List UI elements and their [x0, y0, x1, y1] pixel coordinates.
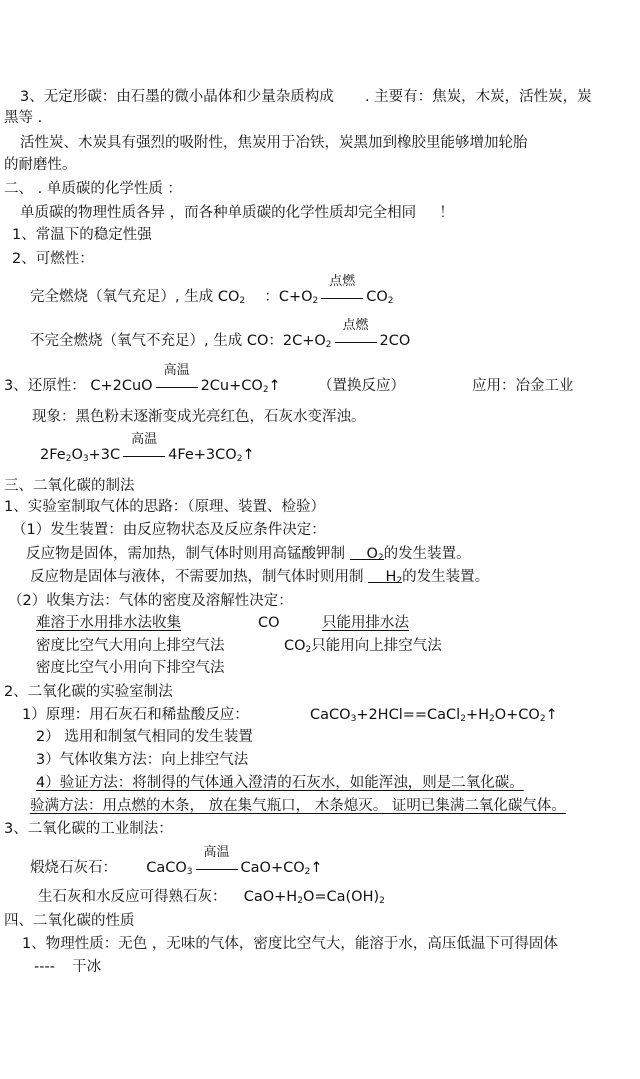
condition: 高温 — [131, 432, 158, 447]
s3-p2: 2、二氧化碳的实验室制法 — [4, 684, 173, 700]
gas-arrow: ↑ — [545, 707, 558, 723]
text: 只能用排水法 — [322, 615, 409, 631]
s3-p1-2b: 密度比空气大用向上排空气法 — [36, 638, 225, 654]
s4-title: 四、二氧化碳的性质 — [4, 913, 135, 929]
s3-p1-2a-gas: CO — [258, 615, 280, 631]
text: CaCO — [310, 707, 351, 723]
subscript: 2 — [239, 296, 246, 306]
condition: 点燃 — [342, 318, 369, 333]
text: O=Ca(OH) — [302, 889, 380, 905]
s3-p2-3: 3）气体收集方法：向上排空气法 — [36, 752, 249, 768]
blank — [368, 568, 403, 586]
text: CaO+H — [243, 889, 298, 905]
subscript: 2 — [460, 714, 466, 724]
subscript: 2 — [396, 576, 403, 586]
subscript: 2 — [304, 867, 311, 877]
s2-intro — [20, 204, 454, 222]
text: 3、无定形碳：由石墨的微小晶体和少量杂质构成 — [20, 89, 334, 105]
quicklime-water — [38, 888, 385, 910]
s1-line1 — [20, 88, 592, 106]
text: 反应物是固体，需加热，制气体时则用高锰酸钾制 — [26, 546, 345, 562]
text: 4Fe+3CO — [168, 447, 237, 463]
s3-p2-4 — [36, 774, 524, 792]
text: +H — [465, 707, 489, 723]
condition: 点燃 — [329, 274, 356, 289]
text: 4）验证方法：将制得的气体通入澄清的石灰水，如能浑浊，则是二氧化碳。 — [36, 775, 524, 791]
condition: 高温 — [163, 363, 190, 378]
text: . 主要有：焦炭，木炭，活性炭，炭 — [364, 89, 592, 105]
text: 2CO — [379, 333, 411, 349]
s3-p1-2: （2）收集方法：气体的密度及溶解性决定： — [8, 593, 293, 609]
blank — [350, 545, 384, 563]
text: 的发生装置。 — [402, 569, 490, 585]
subscript: 2 — [312, 296, 319, 306]
s1-line4: 的耐磨性。 — [4, 157, 77, 173]
s3-p2-2: 2） 选用和制氢气相同的发生装置 — [36, 729, 253, 745]
subscript: 2 — [539, 714, 546, 724]
s2-p2: 2、可燃性： — [12, 251, 94, 267]
subscript: 2 — [262, 385, 269, 395]
subscript: 2 — [379, 896, 385, 906]
text: +3C — [88, 447, 121, 463]
s3-p1-1: （1）发生装置：由反应物状态及反应条件决定： — [12, 522, 326, 538]
gas-arrow: ↑ — [242, 447, 255, 463]
subscript: 3 — [82, 454, 89, 464]
s1-line2: 黑等 . — [4, 110, 43, 126]
s2-p1: 1、常温下的稳定性强 — [12, 227, 152, 243]
subscript: 2 — [377, 553, 384, 563]
text: 验满方法：用点燃的木条， 放在集气瓶口， 木条熄灭。 证明已集满二氧化碳气体。 — [30, 798, 566, 814]
application: 应用：冶金工业 — [472, 378, 574, 394]
text: 干冰 — [72, 959, 102, 975]
s2-title: 二、 . 单质碳的化学性质 ： — [4, 181, 182, 197]
text: ！ — [439, 205, 454, 221]
s3-p3: 3、二氧化碳的工业制法： — [4, 821, 173, 837]
text: 反应物是固体与液体，不需要加热，制气体时则用制 — [30, 569, 364, 585]
subscript: 2 — [489, 714, 495, 724]
subscript: 2 — [65, 454, 72, 464]
limestone-calcination — [30, 845, 323, 881]
fe2o3-reduction — [40, 432, 255, 468]
s3-p1-2c: 密度比空气小用向下排空气法 — [36, 660, 225, 676]
s3-p1-2a-note — [322, 614, 409, 632]
reaction-type: （置换反应） — [318, 378, 405, 394]
text: 不完全燃烧（氧气不充足）, 生成 CO：2C+O — [30, 333, 326, 349]
text: 只能用向上排空气法 — [311, 638, 442, 654]
text: O — [71, 447, 83, 463]
gas-arrow: ↑ — [310, 860, 323, 876]
caco3-hcl-equation — [310, 706, 558, 728]
gas-arrow: ↑ — [268, 378, 281, 394]
text: O — [366, 546, 378, 562]
subscript: 2 — [325, 340, 332, 350]
s3-p2-5 — [30, 797, 566, 815]
text: 完全燃烧（氧气充足）, 生成 CO — [30, 289, 240, 305]
s4-p1-cont — [34, 958, 101, 976]
subscript: 2 — [305, 645, 312, 655]
text: 的发生装置。 — [383, 546, 471, 562]
text: 生石灰和水反应可得熟石灰： — [38, 889, 227, 905]
s3-p1: 1、实验室制取气体的思路：（原理、装置、检验） — [4, 499, 325, 515]
reaction-arrow — [194, 845, 240, 877]
s3-p1-2b-gas — [284, 637, 442, 659]
s1-line3: 活性炭、木炭具有强烈的吸附性，焦炭用于冶铁，炭黑加到橡胶里能够增加轮胎 — [20, 135, 528, 151]
text: ---- — [34, 959, 55, 975]
text: CO — [366, 289, 388, 305]
subscript: 3 — [186, 867, 193, 877]
text: 单质碳的物理性质各异 ，而各种单质碳的化学性质却完全相同 — [20, 205, 417, 221]
text: CaO+CO — [240, 860, 305, 876]
s3-p1-1a — [26, 545, 471, 563]
text: 2Fe — [40, 447, 66, 463]
subscript: 2 — [387, 296, 394, 306]
text: +2HCl==CaCl — [356, 707, 461, 723]
incomplete-combustion — [30, 318, 411, 354]
subscript: 2 — [297, 896, 303, 906]
reaction-arrow — [154, 363, 200, 395]
s3-p1-1b — [30, 568, 489, 586]
reaction-arrow — [333, 318, 379, 350]
text: ：C+O — [264, 289, 313, 305]
text: 煅烧石灰石： — [30, 860, 117, 876]
subscript: 2 — [236, 454, 243, 464]
complete-combustion — [30, 274, 394, 310]
reaction-arrow — [121, 432, 167, 464]
s3-p2-1: 1）原理：用石灰石和稀盐酸反应： — [22, 707, 249, 723]
reducibility — [4, 363, 281, 399]
s3-p1-2a — [36, 614, 181, 632]
reaction-arrow — [319, 274, 365, 306]
s3-title: 三、二氧化碳的制法 — [4, 478, 135, 494]
text: 难溶于水用排水法收集 — [36, 615, 181, 631]
text: 2Cu+CO — [200, 378, 263, 394]
s4-p1: 1、物理性质：无色 ，无味的气体，密度比空气大，能溶于水，高压低温下可得固体 — [22, 936, 558, 952]
subscript: 3 — [350, 714, 357, 724]
text: 3、还原性： — [4, 378, 86, 394]
text: CaCO — [146, 860, 187, 876]
text: H — [385, 569, 397, 585]
phenomenon: 现象：黑色粉末逐渐变成光亮红色，石灰水变浑浊。 — [32, 409, 366, 425]
text: CO — [284, 638, 306, 654]
text: O+CO — [494, 707, 540, 723]
condition: 高温 — [203, 845, 230, 860]
text: C+2CuO — [90, 378, 153, 394]
